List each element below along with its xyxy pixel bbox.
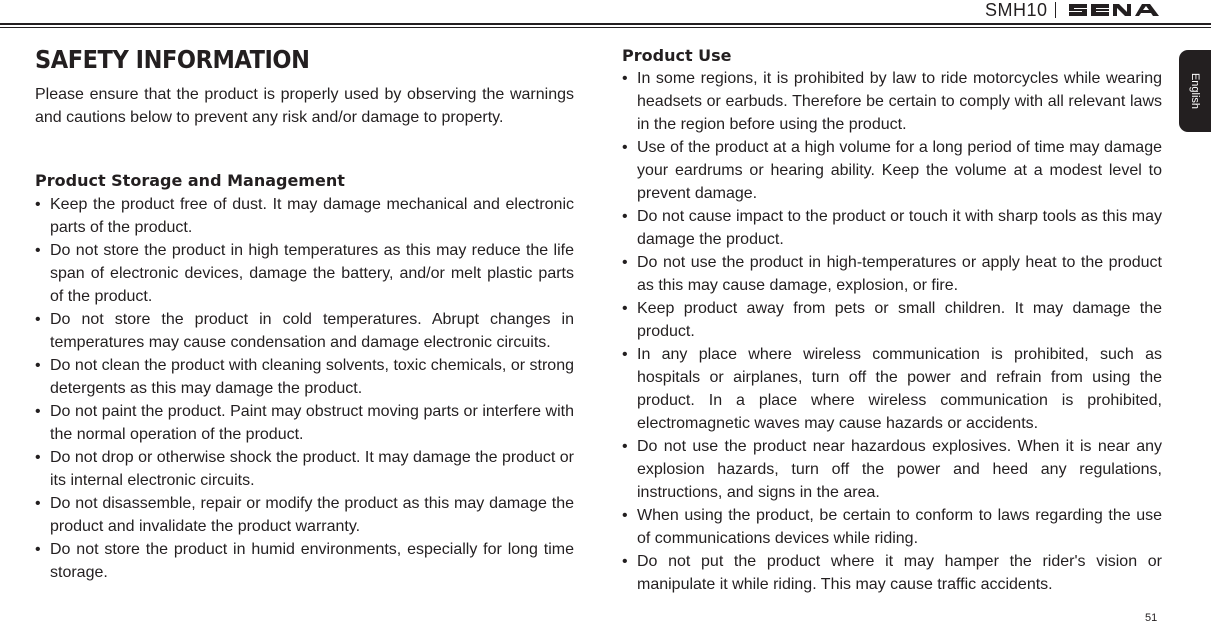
page-number: 51 [1145, 612, 1158, 624]
header-separator [1055, 2, 1056, 18]
list-item: • Do not drop or otherwise shock the product. It may damage the product or its internal electronic circuits. [35, 446, 574, 492]
intro-paragraph: Please ensure that the product is properly used by observing the warnings and cautions below to prevent any risk and/or damage to property. [35, 86, 574, 126]
list-item: • Keep product away from pets or small children. It may damage the product. [622, 297, 1162, 343]
list-item: • Do not store the product in humid environments, especially for long time storage. [35, 538, 574, 584]
list-item: • Do not clean the product with cleaning solvents, toxic chemicals, or strong detergents as this may damage the product. [35, 354, 574, 400]
language-tab [1179, 50, 1211, 132]
header-rule [0, 23, 1211, 25]
list-item: • Do not use the product near hazardous explosives. When it is near any explosion hazards, turn off the power and heed any regulations, instructions, and signs in the area. [622, 435, 1162, 504]
sena-logo [1067, 2, 1161, 18]
list-item: • Do not put the product where it may hamper the rider's vision or manipulate it while riding. This may cause traffic accidents. [622, 550, 1162, 596]
section-heading-storage: Product Storage and Management [35, 171, 345, 190]
use-list [622, 67, 1162, 596]
list-item: • When using the product, be certain to conform to laws regarding the use of communications devices while riding. [622, 504, 1162, 550]
page-title: SAFETY INFORMATION [35, 45, 310, 74]
language-tab-label: English [1189, 72, 1201, 110]
list-item: • In some regions, it is prohibited by law to ride motorcycles while wearing headsets or earbuds. Therefore be certain to comply with all relevant laws in the region before using the product. [622, 67, 1162, 136]
list-item: • In any place where wireless communication is prohibited, such as hospitals or airplanes, turn off the power and refrain from using the product. In a place where wireless communication is prohibited, electromagnetic waves may cause hazards or accidents. [622, 343, 1162, 435]
list-item: • Do not store the product in cold temperatures. Abrupt changes in temperatures may cause condensation and damage electronic circuits. [35, 308, 574, 354]
header-rule-thin [0, 27, 1211, 28]
list-item: • Do not paint the product. Paint may obstruct moving parts or interfere with the normal operation of the product. [35, 400, 574, 446]
model-name: SMH10 [985, 0, 1048, 20]
list-item: • Do not use the product in high-temperatures or apply heat to the product as this may cause damage, explosion, or fire. [622, 251, 1162, 297]
list-item: • Do not store the product in high temperatures as this may reduce the life span of electronic devices, damage the battery, and/or melt plastic parts of the product. [35, 239, 574, 308]
list-item: • Do not disassemble, repair or modify the product as this may damage the product and invalidate the product warranty. [35, 492, 574, 538]
list-item: • Do not cause impact to the product or touch it with sharp tools as this may damage the product. [622, 205, 1162, 251]
storage-list [35, 193, 574, 584]
section-heading-use: Product Use [622, 46, 732, 65]
list-item: • Keep the product free of dust. It may damage mechanical and electronic parts of the product. [35, 193, 574, 239]
list-item: • Use of the product at a high volume for a long period of time may damage your eardrums or hearing ability. Keep the volume at a modest level to prevent damage. [622, 136, 1162, 205]
